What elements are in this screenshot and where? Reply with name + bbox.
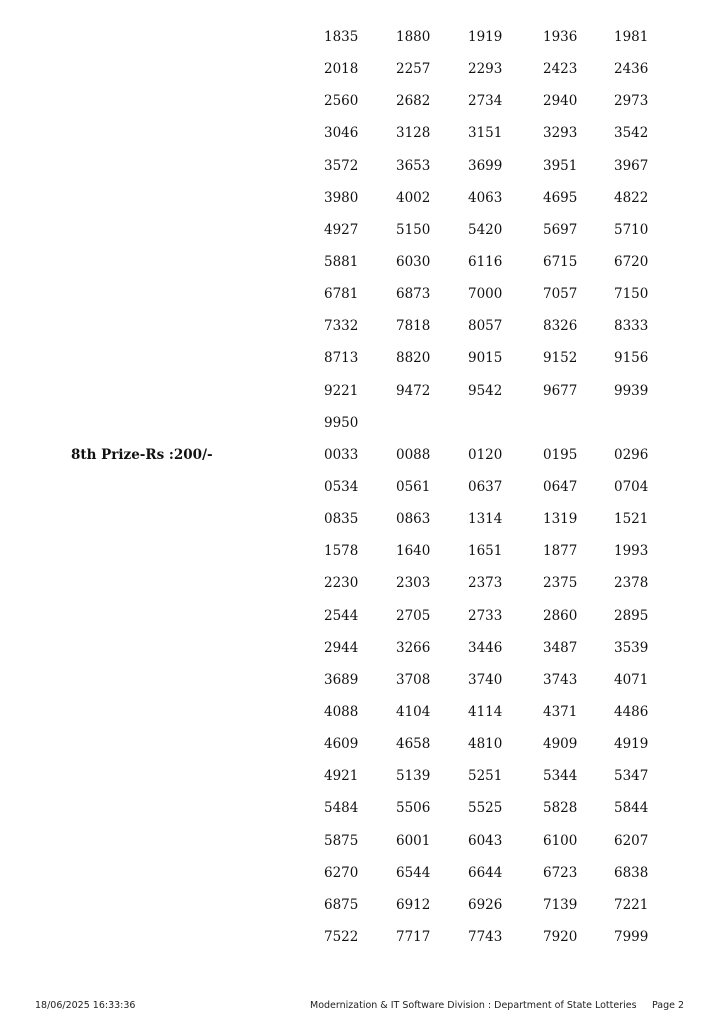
ticket-number: 7332 (324, 318, 359, 335)
ticket-number: 2544 (324, 607, 359, 624)
ticket-number: 6644 (468, 864, 503, 881)
results-grid (0, 21, 724, 953)
ticket-number: 1521 (614, 511, 649, 528)
ticket-number: 1319 (543, 511, 578, 528)
result-row (0, 182, 724, 214)
ticket-number: 5875 (324, 832, 359, 849)
ticket-number: 4909 (543, 736, 578, 753)
ticket-number: 4114 (468, 703, 503, 720)
ticket-number: 6207 (614, 832, 649, 849)
ticket-number: 8820 (396, 350, 431, 367)
ticket-number: 1314 (468, 511, 503, 528)
result-row (0, 214, 724, 246)
ticket-number: 5506 (396, 800, 431, 817)
result-row (0, 889, 724, 921)
ticket-number: 4486 (614, 703, 649, 720)
ticket-number: 1640 (396, 543, 431, 560)
ticket-number: 2705 (396, 607, 431, 624)
ticket-number: 3266 (396, 639, 431, 656)
ticket-number: 4088 (324, 703, 359, 720)
ticket-number: 6838 (614, 864, 649, 881)
ticket-number: 6043 (468, 832, 503, 849)
ticket-number: 2375 (543, 575, 578, 592)
ticket-number: 8333 (614, 318, 649, 335)
result-row (0, 728, 724, 760)
ticket-number: 1993 (614, 543, 649, 560)
ticket-number: 0296 (614, 446, 649, 463)
ticket-number: 4927 (324, 221, 359, 238)
ticket-number: 5844 (614, 800, 649, 817)
ticket-number: 6270 (324, 864, 359, 881)
ticket-number: 7221 (614, 896, 649, 913)
ticket-number: 1578 (324, 543, 359, 560)
ticket-number: 8057 (468, 318, 503, 335)
result-row (0, 150, 724, 182)
ticket-number: 7920 (543, 928, 578, 945)
ticket-number: 2423 (543, 61, 578, 78)
ticket-number: 5710 (614, 221, 649, 238)
result-row (0, 246, 724, 278)
ticket-number: 3699 (468, 157, 503, 174)
ticket-number: 1651 (468, 543, 503, 560)
ticket-number: 3740 (468, 671, 503, 688)
ticket-number: 2682 (396, 93, 431, 110)
ticket-number: 4921 (324, 768, 359, 785)
ticket-number: 3046 (324, 125, 359, 142)
ticket-number: 5420 (468, 221, 503, 238)
ticket-number: 3293 (543, 125, 578, 142)
ticket-number: 6544 (396, 864, 431, 881)
result-row (0, 857, 724, 889)
ticket-number: 5697 (543, 221, 578, 238)
ticket-number: 3151 (468, 125, 503, 142)
ticket-number: 9677 (543, 382, 578, 399)
ticket-number: 7150 (614, 286, 649, 303)
ticket-number: 2733 (468, 607, 503, 624)
result-row (0, 696, 724, 728)
footer-page-number: Page 2 (652, 1000, 685, 1011)
result-row (0, 471, 724, 503)
ticket-number: 3487 (543, 639, 578, 656)
ticket-number: 5484 (324, 800, 359, 817)
result-row (0, 760, 724, 792)
ticket-number: 0863 (396, 511, 431, 528)
result-row (0, 503, 724, 535)
ticket-number: 2018 (324, 61, 359, 78)
ticket-number: 4695 (543, 189, 578, 206)
result-row (0, 342, 724, 374)
ticket-number: 7057 (543, 286, 578, 303)
result-row (0, 278, 724, 310)
ticket-number: 3542 (614, 125, 649, 142)
ticket-number: 6875 (324, 896, 359, 913)
ticket-number: 2895 (614, 607, 649, 624)
ticket-number: 4071 (614, 671, 649, 688)
ticket-number: 2860 (543, 607, 578, 624)
ticket-number: 5347 (614, 768, 649, 785)
ticket-number: 2303 (396, 575, 431, 592)
ticket-number: 3980 (324, 189, 359, 206)
ticket-number: 3708 (396, 671, 431, 688)
ticket-number: 6100 (543, 832, 578, 849)
ticket-number: 2973 (614, 93, 649, 110)
ticket-number: 5139 (396, 768, 431, 785)
ticket-number: 1835 (324, 29, 359, 45)
ticket-number: 4810 (468, 736, 503, 753)
ticket-number: 6720 (614, 253, 649, 270)
ticket-number: 7000 (468, 286, 503, 303)
ticket-number: 4063 (468, 189, 503, 206)
ticket-number: 3128 (396, 125, 431, 142)
ticket-number: 6926 (468, 896, 503, 913)
result-row (0, 310, 724, 342)
ticket-number: 2257 (396, 61, 431, 78)
ticket-number: 3967 (614, 157, 649, 174)
page-footer (0, 1000, 724, 1014)
ticket-number: 2436 (614, 61, 649, 78)
ticket-number: 0647 (543, 478, 578, 495)
result-row (0, 439, 724, 471)
ticket-number: 6030 (396, 253, 431, 270)
ticket-number: 5881 (324, 253, 359, 270)
result-row (0, 117, 724, 149)
ticket-number: 9015 (468, 350, 503, 367)
ticket-number: 6912 (396, 896, 431, 913)
ticket-number: 6715 (543, 253, 578, 270)
ticket-number: 6873 (396, 286, 431, 303)
ticket-number: 6723 (543, 864, 578, 881)
ticket-number: 4104 (396, 703, 431, 720)
result-row (0, 600, 724, 632)
ticket-number: 1877 (543, 543, 578, 560)
ticket-number: 3689 (324, 671, 359, 688)
ticket-number: 7522 (324, 928, 359, 945)
ticket-number: 2560 (324, 93, 359, 110)
ticket-number: 0088 (396, 446, 431, 463)
ticket-number: 0637 (468, 478, 503, 495)
ticket-number: 6116 (468, 253, 503, 270)
result-row (0, 792, 724, 824)
ticket-number: 6781 (324, 286, 359, 303)
result-row (0, 825, 724, 857)
ticket-number: 3743 (543, 671, 578, 688)
ticket-number: 4371 (543, 703, 578, 720)
ticket-number: 0835 (324, 511, 359, 528)
ticket-number: 9152 (543, 350, 578, 367)
result-row (0, 921, 724, 953)
ticket-number: 0120 (468, 446, 503, 463)
ticket-number: 7999 (614, 928, 649, 945)
ticket-number: 1880 (396, 29, 431, 45)
result-row (0, 664, 724, 696)
result-row (0, 85, 724, 117)
ticket-number: 5150 (396, 221, 431, 238)
ticket-number: 9156 (614, 350, 649, 367)
ticket-number: 3653 (396, 157, 431, 174)
ticket-number: 1919 (468, 29, 503, 45)
ticket-number: 0704 (614, 478, 649, 495)
result-row (0, 407, 724, 439)
ticket-number: 3572 (324, 157, 359, 174)
ticket-number: 0195 (543, 446, 578, 463)
ticket-number: 2944 (324, 639, 359, 656)
ticket-number: 9221 (324, 382, 359, 399)
result-row (0, 21, 724, 53)
ticket-number: 2734 (468, 93, 503, 110)
ticket-number: 3539 (614, 639, 649, 656)
ticket-number: 7818 (396, 318, 431, 335)
result-row (0, 53, 724, 85)
footer-datetime: 18/06/2025 16:33:36 (35, 1000, 136, 1011)
ticket-number: 4002 (396, 189, 431, 206)
ticket-number: 4609 (324, 736, 359, 753)
ticket-number: 0561 (396, 478, 431, 495)
ticket-number: 2373 (468, 575, 503, 592)
ticket-number: 9950 (324, 414, 359, 431)
ticket-number: 4658 (396, 736, 431, 753)
ticket-number: 0033 (324, 446, 359, 463)
ticket-number: 4919 (614, 736, 649, 753)
ticket-number: 8713 (324, 350, 359, 367)
ticket-number: 6001 (396, 832, 431, 849)
ticket-number: 5344 (543, 768, 578, 785)
ticket-number: 5828 (543, 800, 578, 817)
ticket-number: 2293 (468, 61, 503, 78)
ticket-number: 0534 (324, 478, 359, 495)
result-row (0, 632, 724, 664)
ticket-number: 8326 (543, 318, 578, 335)
footer-division: Modernization & IT Software Division : Department of State Lotteries (310, 1000, 637, 1011)
ticket-number: 3951 (543, 157, 578, 174)
ticket-number: 3446 (468, 639, 503, 656)
prize-label: 8th Prize-Rs :200/- (71, 446, 213, 463)
ticket-number: 9542 (468, 382, 503, 399)
ticket-number: 2378 (614, 575, 649, 592)
result-row (0, 535, 724, 567)
ticket-number: 1936 (543, 29, 578, 45)
ticket-number: 4822 (614, 189, 649, 206)
ticket-number: 5525 (468, 800, 503, 817)
ticket-number: 9939 (614, 382, 649, 399)
ticket-number: 9472 (396, 382, 431, 399)
result-row (0, 375, 724, 407)
ticket-number: 1981 (614, 29, 649, 45)
ticket-number: 5251 (468, 768, 503, 785)
ticket-number: 7743 (468, 928, 503, 945)
ticket-number: 7139 (543, 896, 578, 913)
ticket-number: 2940 (543, 93, 578, 110)
result-row (0, 567, 724, 599)
ticket-number: 7717 (396, 928, 431, 945)
ticket-number: 2230 (324, 575, 359, 592)
